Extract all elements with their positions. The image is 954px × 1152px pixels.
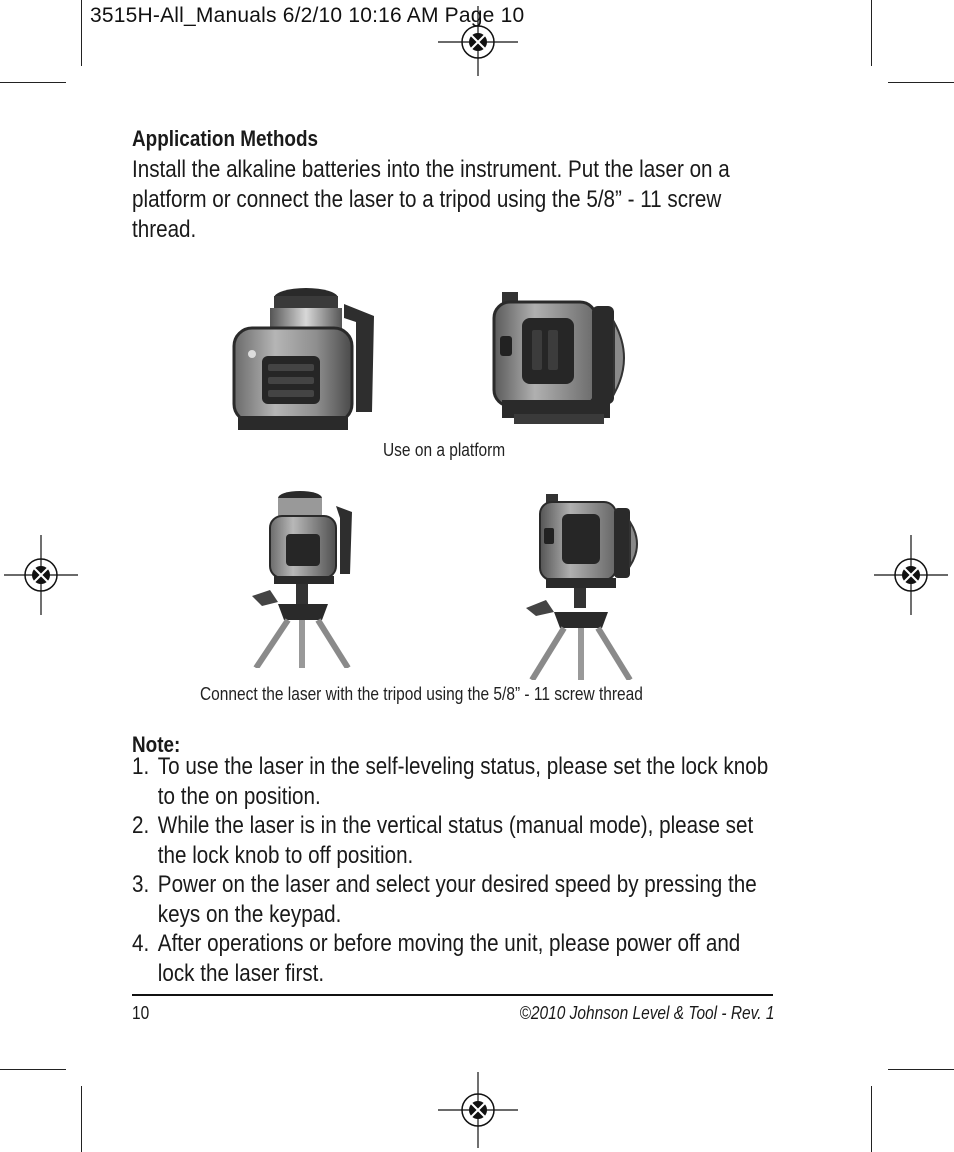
crop-mark-bottom-right-h [888, 1069, 954, 1070]
crop-mark-top-right-v [871, 0, 872, 66]
page-number: 10 [132, 1003, 150, 1023]
footer-rule [132, 994, 773, 996]
note-item: 1. To use the laser in the self-leveling status, please set the lock knob to the on position. [132, 753, 769, 810]
crop-mark-bottom-left-h [0, 1069, 66, 1070]
laser-tripod-front-photo [248, 490, 358, 668]
crop-mark-bottom-right-v [871, 1086, 872, 1152]
note-item: 3. Power on the laser and select your desired speed by pressing the keys on the keypad. [132, 871, 757, 928]
crop-mark-top-left-h [0, 82, 66, 83]
laser-tripod-side-photo [524, 494, 648, 680]
registration-mark-right [874, 535, 948, 615]
registration-mark-top [438, 4, 518, 76]
section-heading: Application Methods [132, 126, 319, 151]
intro-paragraph: Install the alkaline batteries into the instrument. Put the laser on a platform or connect the laser to a tripod using the 5/8” - 11 screw thread. [132, 156, 730, 243]
note-list [132, 752, 773, 988]
caption-tripod: Connect the laser with the tripod using the 5/8” - 11 screw thread [200, 684, 643, 704]
print-slug: 3515H-All_Manuals 6/2/10 10:16 AM Page 10 [90, 4, 525, 27]
laser-platform-front-photo [226, 282, 382, 434]
crop-mark-top-right-h [888, 82, 954, 83]
registration-mark-bottom [438, 1072, 518, 1148]
laser-platform-side-photo [488, 288, 636, 432]
registration-mark-left [4, 535, 78, 615]
note-item: 4. After operations or before moving the unit, please power off and lock the laser first. [132, 930, 741, 987]
crop-mark-bottom-left-v [81, 1086, 82, 1152]
copyright-notice: ©2010 Johnson Level & Tool - Rev. 1 [519, 1003, 774, 1023]
note-heading: Note: [132, 732, 181, 757]
note-item: 2. While the laser is in the vertical status (manual mode), please set the lock knob to off position. [132, 812, 754, 869]
crop-mark-top-left-v [81, 0, 82, 66]
caption-platform: Use on a platform [383, 440, 506, 460]
